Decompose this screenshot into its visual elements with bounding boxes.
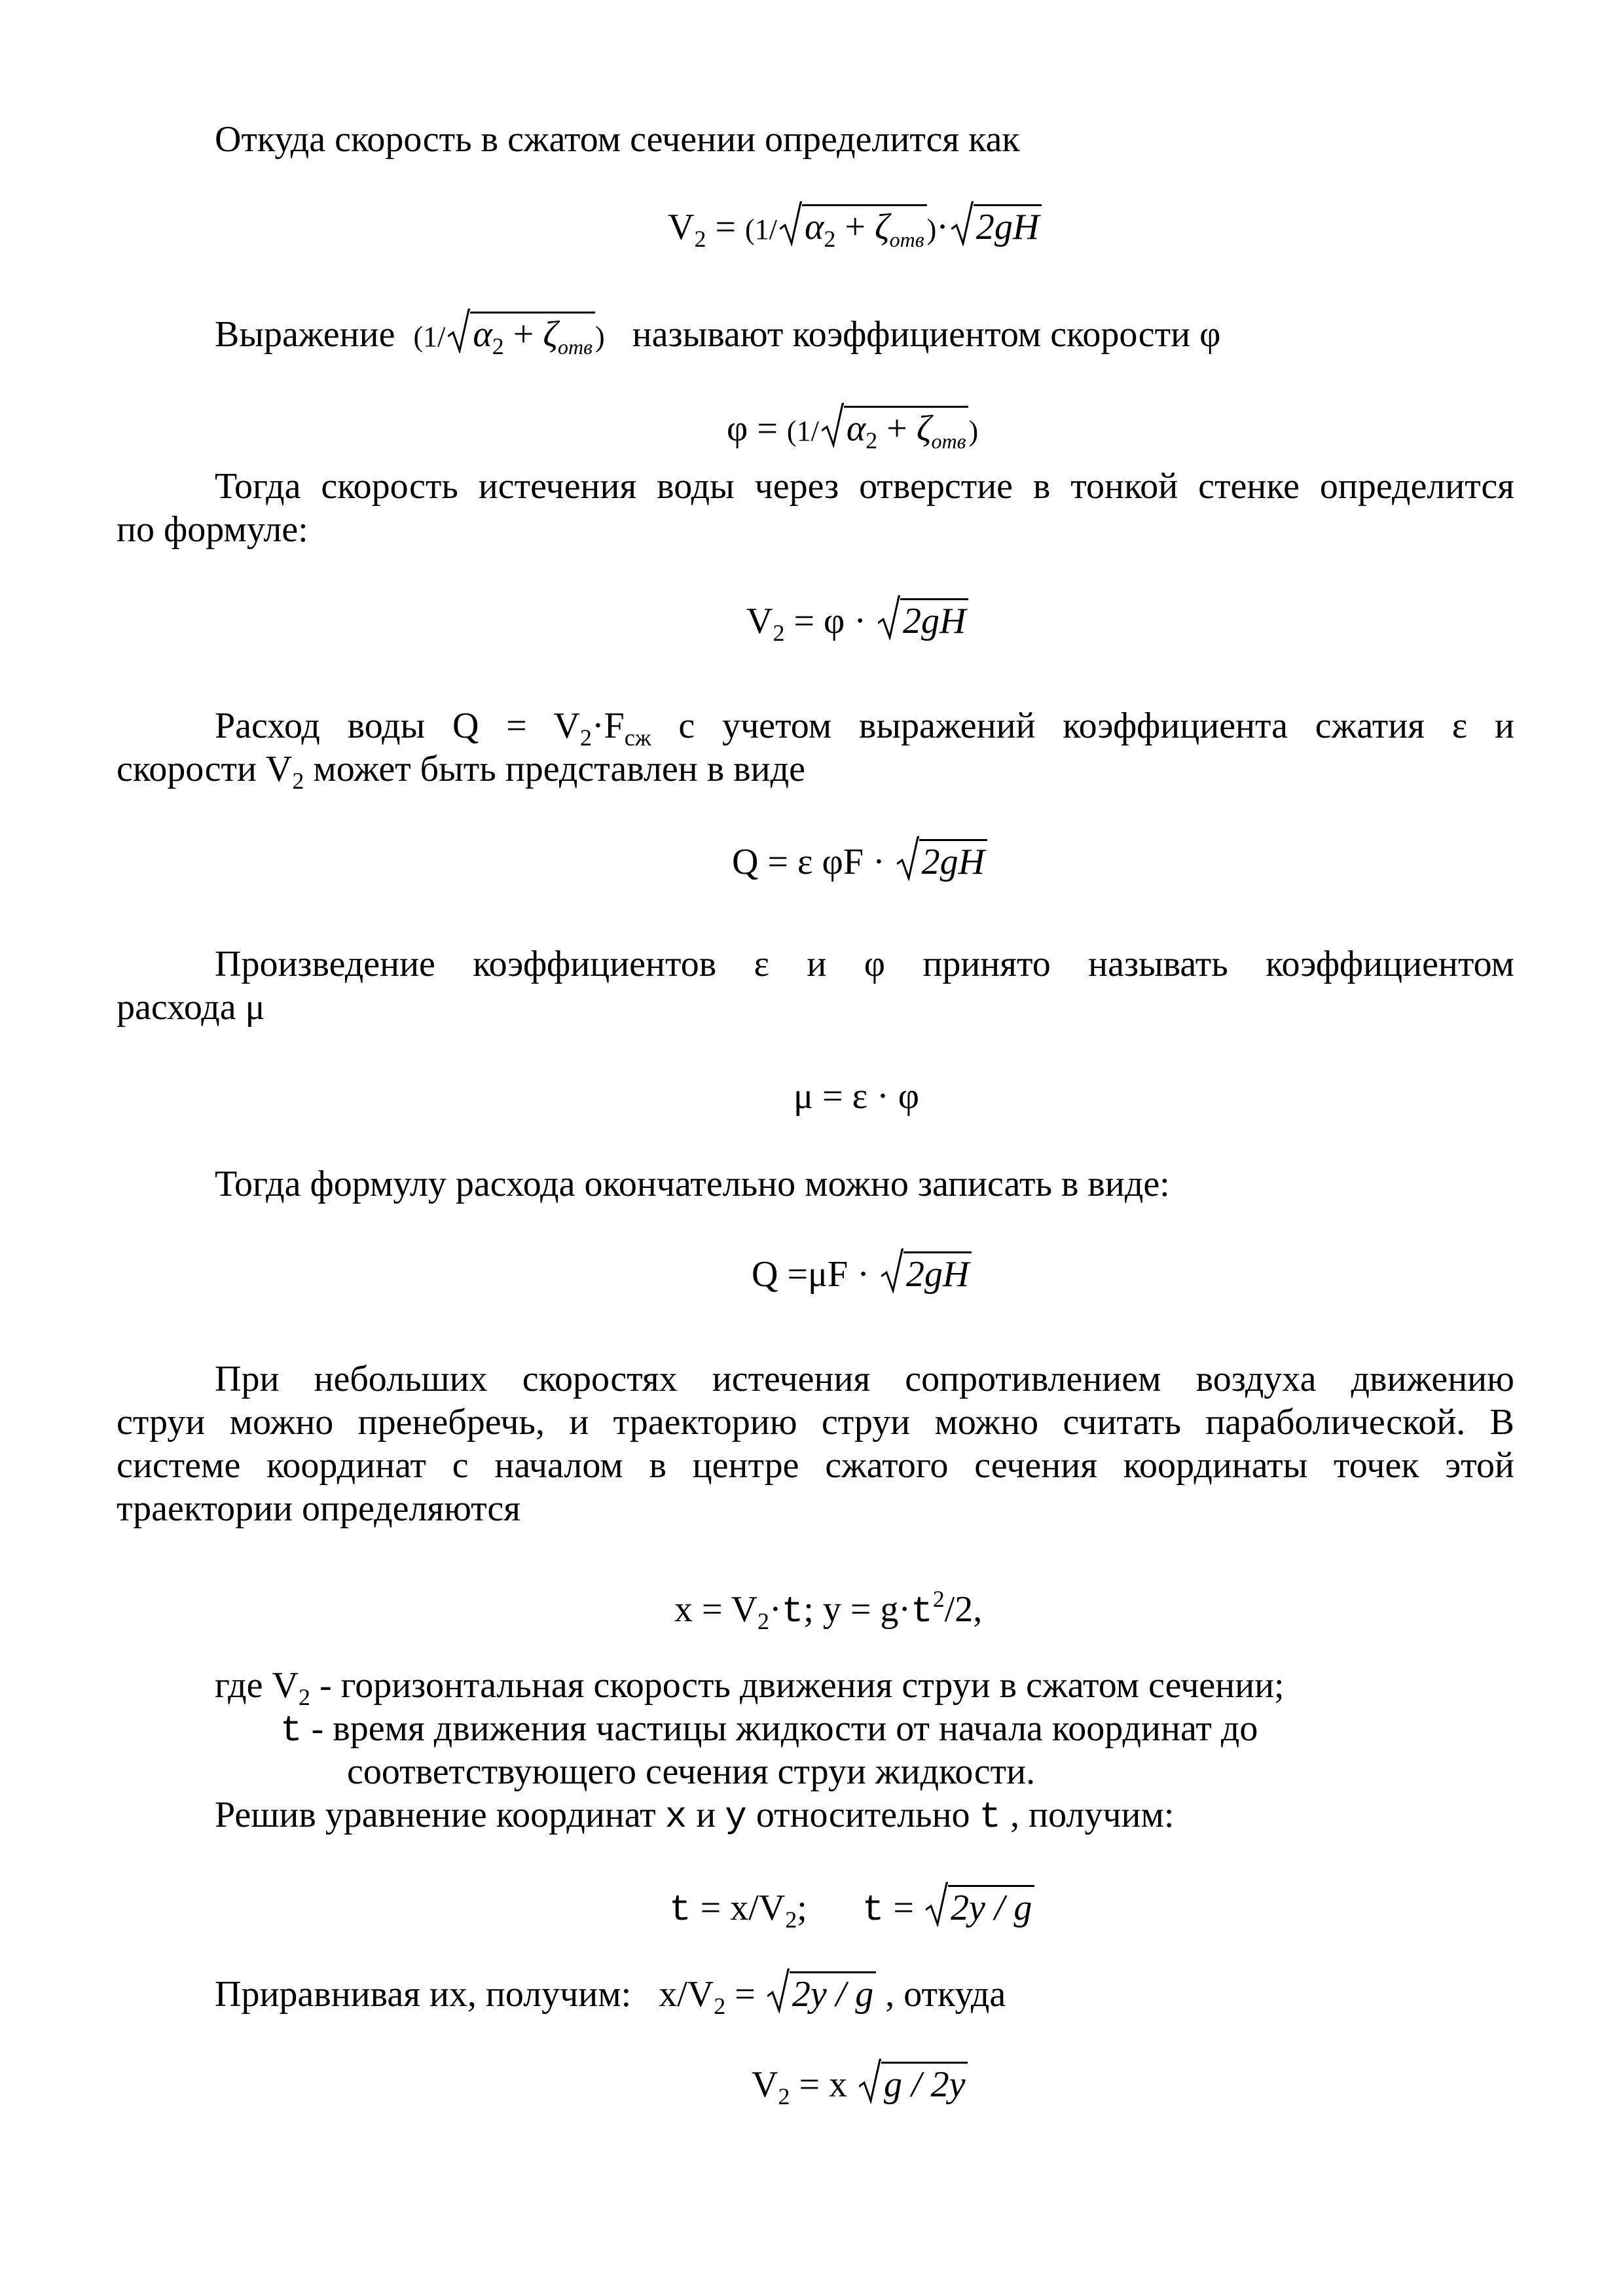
text: μ = ε · φ [793,1076,920,1117]
text: = x [790,2064,857,2105]
sqrt [859,2062,968,2108]
subscript: 2 [694,226,706,252]
paragraph-final-formula-intro [215,1162,1170,1206]
paragraph-outflow-line1 [215,465,1514,508]
radicand: 2gH [919,839,987,882]
text: Откуда скорость в сжатом сечении определится как [215,119,1020,160]
text: Произведение коэффициентов ε и φ принято называть коэффициентом [215,944,1514,984]
subscript: 2 [824,226,836,252]
radical-icon [822,402,844,448]
subscript: отв [889,228,924,251]
radical-icon [926,1881,948,1927]
symbol: x [665,1796,687,1838]
radicand [470,312,595,367]
text: = [748,408,787,449]
text: Q = ε φF · [732,842,894,882]
formula-time [669,1885,1034,1943]
superscript: 2 [932,1586,945,1612]
text: Выражение [215,314,395,355]
paragraph-velocity-coefficient [215,312,1220,367]
subscript: 2 [492,333,504,359]
text: Тогда скорость истечения воды через отверстие в тонкой стенке определится [215,466,1514,507]
text: называют коэффициентом скорости φ [632,314,1221,355]
symbol: t [911,1590,933,1632]
radical-icon [897,835,919,881]
subscript: 2 [579,725,592,751]
radicand: g / 2y [881,2062,968,2104]
text: Расход воды Q = V [215,706,580,746]
radical-icon [767,1967,790,2013]
text: ·F [591,706,625,746]
symbol: α [473,314,492,355]
sqrt [448,312,595,367]
text: ; [797,1888,862,1928]
subscript: 2 [866,427,878,454]
symbol: ζ [874,207,890,247]
subscript: 2 [757,1608,770,1634]
paragraph-trajectory-line4 [117,1487,520,1530]
text: ) [968,415,979,447]
radical-icon [881,1247,903,1293]
text: траектории определяются [117,1488,521,1529]
text: может быть представлен в виде [304,749,805,789]
definition-t-continued [347,1750,1035,1793]
text: (1/ [413,321,446,353]
symbol: α [846,408,866,449]
symbol: t [280,1710,302,1751]
definition-t [280,1707,1258,1752]
sqrt [951,204,1042,250]
subscript: отв [558,335,593,359]
text: (1/ [786,415,819,447]
text: = φ · [784,601,876,641]
radicand [844,406,969,461]
text: с учетом выражений коэффициента сжатия ε и [651,706,1514,746]
subscript: 2 [778,2083,790,2109]
symbol: α [804,207,824,247]
paragraph-trajectory-line3 [117,1444,1514,1487]
text: - горизонтальная скорость движения струи в сжатом сечении; [310,1665,1285,1706]
symbol: t [862,1889,884,1931]
radical-icon [951,200,974,246]
paragraph-discharge-line2 [117,747,805,802]
text: ; y = g· [803,1589,911,1630]
paragraph-trajectory-line2 [117,1401,1514,1444]
text: струи можно пренебречь, и траекторию струи можно считать параболической. В [117,1402,1514,1443]
sqrt [822,406,969,461]
radicand: 2y / g [790,1971,876,2014]
text: по формуле: [117,509,308,550]
symbol: V [746,601,773,641]
symbol: ζ [916,408,932,449]
sqrt [780,204,927,259]
text: Q =μF · [752,1254,879,1295]
text: · [936,207,949,247]
text: скорости V [117,749,293,789]
sqrt [926,1885,1034,1931]
paragraph-outflow-line2 [117,508,308,551]
text: расхода μ [117,987,265,1028]
subscript: 2 [785,1907,797,1933]
formula-phi [727,406,978,461]
text: + [835,207,875,247]
text: - время движения частицы жидкости от начала координат до [302,1708,1258,1749]
subscript: отв [931,429,966,453]
sqrt [767,1971,876,2016]
text: (1/ [745,213,777,245]
radicand: 2gH [900,598,968,641]
text: , откуда [876,1974,1006,2015]
subscript: 2 [298,1684,310,1710]
paragraph-solve-coordinates [215,1793,1174,1839]
paragraph-trajectory-line1 [215,1357,1514,1401]
formula-velocity-from-coordinates [752,2062,968,2119]
radical-icon [878,594,900,640]
symbol: t [979,1796,1002,1838]
radicand: 2gH [974,204,1042,247]
text: где V [215,1665,299,1706]
text: ) [926,213,937,245]
sqrt [878,598,968,644]
text: относительно [746,1795,979,1835]
symbol: φ [727,408,748,449]
formula-velocity-phi [746,598,968,656]
radicand: 2y / g [948,1885,1034,1928]
paragraph-velocity-intro [215,118,1020,161]
formula-velocity-full [668,204,1042,262]
symbol: t [669,1889,691,1931]
text: и [687,1795,725,1835]
paragraph-discharge-coefficient-line1 [215,942,1514,986]
symbol: t [781,1590,804,1632]
sqrt [897,839,987,885]
text: Решив уравнение координат [215,1795,665,1835]
text: · [769,1589,782,1630]
formula-trajectory [674,1576,982,1644]
symbol: V [668,207,695,247]
text: /2, [944,1589,983,1630]
paragraph-equate [215,1971,1006,2028]
text: , получим: [1001,1795,1175,1835]
sqrt [881,1251,972,1297]
text: Приравнивая их, получим: x/V [215,1974,714,2015]
formula-mu [793,1073,919,1119]
text: = [706,207,746,247]
radicand: 2gH [903,1251,972,1294]
radical-icon [859,2058,881,2104]
symbol: ζ [543,314,558,355]
text: + [503,314,543,355]
radicand [802,204,927,259]
paragraph-discharge-coefficient-line2 [117,986,265,1029]
text: системе координат с началом в центре сжатого сечения координаты точек этой [117,1445,1514,1486]
text: = [725,1974,765,2015]
text: + [877,408,917,449]
symbol: y [725,1796,747,1838]
symbol: V [752,2064,778,2105]
subscript: 2 [773,620,785,646]
text [215,706,1514,751]
radical-icon [780,200,802,246]
subscript: 2 [714,1993,726,2019]
formula-discharge-mu [752,1251,972,1297]
text: соответствующего сечения струи жидкости. [347,1751,1036,1792]
text: x = V [674,1589,758,1630]
formula-discharge-eps-phi [732,839,987,885]
radical-icon [448,308,470,353]
text: При небольших скоростях истечения сопротивлением воздуха движению [215,1359,1514,1399]
text: = [884,1888,923,1928]
text: Тогда формулу расхода окончательно можно записать в виде: [215,1164,1170,1204]
text: = x/V [691,1888,786,1928]
subscript: 2 [292,768,304,794]
subscript: сж [624,725,651,751]
text: ) [595,321,605,353]
